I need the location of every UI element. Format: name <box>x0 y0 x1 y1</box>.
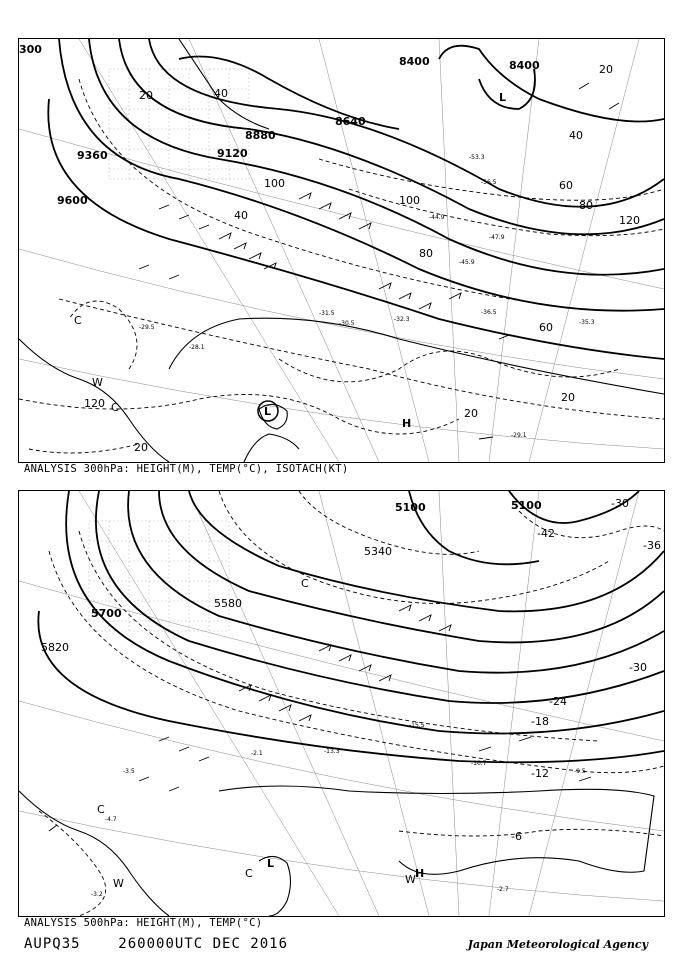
map-panel-500hpa <box>18 490 665 917</box>
isotach-label: 20 <box>464 407 478 420</box>
temperature-label: -3.5 <box>123 768 135 775</box>
level-corner-label: 300 <box>19 43 42 56</box>
height-contours-300 <box>48 39 664 359</box>
wind-barbs-300 <box>139 83 619 439</box>
pressure-centers-300 <box>74 91 506 430</box>
pressure-centers-500 <box>97 577 424 890</box>
temperature-label: -10.7 <box>471 760 487 767</box>
temperature-label: -36.5 <box>481 309 497 316</box>
wind-barbs-500 <box>49 605 591 831</box>
temperature-contour-label: -24 <box>549 695 567 708</box>
cold-center-label: C <box>111 401 119 414</box>
height-label: 5580 <box>214 597 242 610</box>
height-label: 8640 <box>335 115 366 128</box>
isotach-label: 100 <box>399 194 420 207</box>
height-label: 5100 <box>395 501 426 514</box>
temperature-label: -47.9 <box>489 234 505 241</box>
caption-300hpa: ANALYSIS 300hPa: HEIGHT(M), TEMP(°C), ISOTACH(KT) <box>24 463 349 475</box>
temperature-contour-label: -36 <box>643 539 661 552</box>
height-labels-300 <box>57 55 540 207</box>
isotach-label: 120 <box>619 214 640 227</box>
temperature-label: -2.1 <box>251 750 263 757</box>
coastline-500 <box>19 786 654 916</box>
low-center-label: L <box>264 405 272 418</box>
temperature-label: -32.3 <box>394 316 410 323</box>
temperature-labels-500 <box>91 722 586 898</box>
isotach-label: 40 <box>569 129 583 142</box>
height-label: 9600 <box>57 194 88 207</box>
temperature-label: -13.3 <box>324 748 340 755</box>
height-label: 8880 <box>245 129 276 142</box>
cold-center-label: C <box>74 314 82 327</box>
temperature-label: -30.5 <box>339 320 355 327</box>
height-label: 9120 <box>217 147 248 160</box>
isotach-label: 100 <box>264 177 285 190</box>
temperature-label: -29.1 <box>511 432 527 439</box>
height-label: 5340 <box>364 545 392 558</box>
temperature-label: -15.5 <box>409 722 425 729</box>
temperature-contour-label: -18 <box>531 715 549 728</box>
temperature-label: -28.1 <box>189 344 205 351</box>
height-label: 8400 <box>509 59 540 72</box>
temperature-contour-label: -6 <box>511 830 522 843</box>
warm-center-label: W <box>405 873 416 886</box>
high-center-label: H <box>402 417 412 430</box>
temperature-contour-label: -30 <box>629 661 647 674</box>
low-center-label: L <box>267 857 275 870</box>
warm-center-label: W <box>92 376 103 389</box>
agency-name: Japan Meteorological Agency <box>467 938 648 951</box>
height-label: 5100 <box>511 499 542 512</box>
temperature-label: -9.5 <box>574 768 586 775</box>
height-label: 8400 <box>399 55 430 68</box>
temperature-label: -35.3 <box>579 319 595 326</box>
low-center-label: L <box>499 91 507 104</box>
temperature-label: -31.5 <box>319 310 335 317</box>
temperature-label: -53.3 <box>469 154 485 161</box>
height-label: 5700 <box>91 607 122 620</box>
temperature-label: -45.9 <box>459 259 475 266</box>
cold-center-label: C <box>245 867 253 880</box>
isotach-label: 80 <box>579 199 593 212</box>
cold-center-label: C <box>301 577 309 590</box>
height-contours-500 <box>38 491 664 762</box>
high-center-label: H <box>415 867 425 880</box>
isotach-label: 20 <box>139 89 153 102</box>
isotach-label: 60 <box>539 321 553 334</box>
bulletin-header <box>24 936 288 952</box>
isotach-label: 40 <box>214 87 228 100</box>
caption-500hpa: ANALYSIS 500hPa: HEIGHT(M), TEMP(°C) <box>24 917 263 929</box>
temperature-label: -4.7 <box>105 816 117 823</box>
temperature-label: -2.7 <box>497 886 509 893</box>
isotach-label: 80 <box>419 247 433 260</box>
map-panel-300hpa <box>18 38 665 463</box>
map-300hpa-svg <box>19 39 664 462</box>
temperature-label: -3.2 <box>91 891 103 898</box>
isotach-label: 20 <box>599 63 613 76</box>
cold-center-label: C <box>97 803 105 816</box>
temperature-label: -44.9 <box>429 214 445 221</box>
map-500hpa-svg <box>19 491 664 916</box>
isotach-label: 40 <box>234 209 248 222</box>
temperature-contour-label: -12 <box>531 767 549 780</box>
isotach-label: 120 <box>84 397 105 410</box>
temperature-contours-500 <box>39 491 664 916</box>
bulletin-datetime: 260000UTC DEC 2016 <box>118 936 289 952</box>
height-label: 5820 <box>41 641 69 654</box>
temperature-label: -56.5 <box>481 179 497 186</box>
temperature-contour-label: -42 <box>537 527 555 540</box>
height-label: 9360 <box>77 149 108 162</box>
bulletin-code: AUPQ35 <box>24 936 81 952</box>
graticule-500 <box>19 491 664 916</box>
temperature-contour-label: -30 <box>611 497 629 510</box>
isotach-label: 20 <box>561 391 575 404</box>
warm-center-label: W <box>113 877 124 890</box>
isotach-label: 60 <box>559 179 573 192</box>
isotach-label: 20 <box>134 441 148 454</box>
temperature-label: -29.5 <box>139 324 155 331</box>
